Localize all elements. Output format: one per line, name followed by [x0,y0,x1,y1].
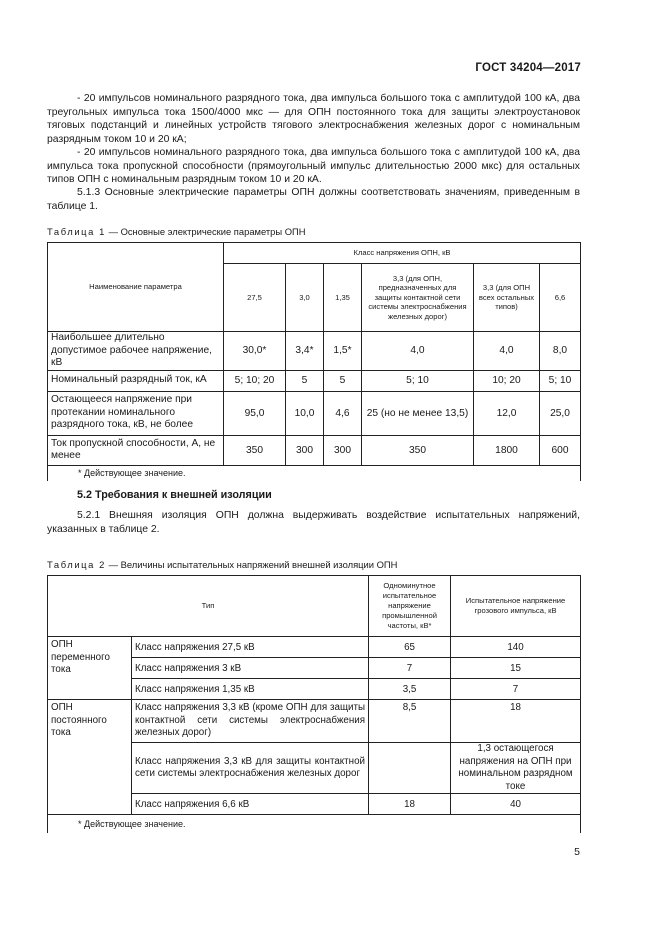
table-row: ОПН переменного тока Класс напряжения 27,5 кВ 65 140 [48,637,581,658]
ac-group-label: ОПН переменного тока [48,637,132,700]
table-row: Номинальный разрядный ток, кА 5; 10; 20 5 5 5; 10 10; 20 5; 10 [48,370,581,391]
col-1-35: 1,35 [324,264,362,332]
section-title: 5.2 Требования к внешней изоляции [77,489,272,501]
paragraph-impulses-other: - 20 импульсов номинального разрядного тока, два импульса большого тока с амплитудой 100 кА, два импульса тока пропускной способности (прямоугольный импульс длительностью 2000 мкс) для остальных типов ОПН с номинальным разрядным током 10 и 20 кА. [47,147,580,186]
table-row: ОПН постоянного тока Класс напряжения 3,3 кВ (кроме ОПН для защиты контактной сети системы электроснабжения железных дорог) 8,5 18 [48,700,581,743]
table1-caption: Таблица 1 — Основные электрические параметры ОПН [47,226,306,237]
col-lightning: Испытательное напряжение грозового импульса, кВ [451,576,581,637]
table-row: Класс напряжения 6,6 кВ 18 40 [48,794,581,815]
paragraph-impulses-dc: - 20 импульсов номинального разрядного тока, два импульса большого тока с амплитудой 100 кА, два треугольных импульса тока 1500/4000 мкс — для ОПН постоянного тока для защиты электроустановок тяговых подстанций и линейных устройств тягового электроснабжения железных дорог с номинальным разрядным током 10 и 20 кА; [47,93,580,145]
param-header: Наименование параметра [48,243,224,332]
col-6-6: 6,6 [540,264,581,332]
col-27-5: 27,5 [224,264,286,332]
table-row: Ток пропускной способности, А, не менее 350 300 300 350 1800 600 [48,435,581,465]
class-header: Класс напряжения ОПН, кВ [224,243,581,264]
type-header: Тип [48,576,369,637]
document-header: ГОСТ 34204—2017 [475,62,581,74]
paragraph-5-1-3: 5.1.3 Основные электрические параметры ОПН должны соответствовать значениям, приведенным в таблице 1. [47,187,580,212]
dc-group-label: ОПН постоянного тока [48,700,132,815]
paragraph-5-2-1: 5.2.1 Внешняя изоляция ОПН должна выдерживать воздействие испытательных напряжений, указанных в таблице 2. [47,510,580,535]
table-test-voltages [47,575,581,833]
col-3-0: 3,0 [286,264,324,332]
table-electrical-parameters [47,242,581,481]
page-number: 5 [574,846,580,858]
table1-footnote: * Действующее значение. [48,465,581,481]
table-row: Класс напряжения 3 кВ 7 15 [48,658,581,679]
table2-caption: Таблица 2 — Величины испытательных напряжений внешней изоляции ОПН [47,559,398,570]
table-row: Класс напряжения 1,35 кВ 3,5 7 [48,679,581,700]
col-3-3-other: 3,3 (для ОПН всех остальных типов) [474,264,540,332]
table-row: Класс напряжения 3,3 кВ для защиты контактной сети системы электроснабжения железных дорог 1,3 остающегося напряжения на ОПН при номинальном разрядном токе [48,743,581,794]
table-row: Наибольшее длительно допустимое рабочее напряжение, кВ 30,0* 3,4* 1,5* 4,0 4,0 8,0 [48,332,581,371]
col-one-minute: Одноминутное испытательное напряжение промышленной частоты, кВ* [369,576,451,637]
col-3-3-railway: 3,3 (для ОПН, предназначенных для защиты контактной сети системы электроснабжения железных дорог) [362,264,474,332]
table-row: Остающееся напряжение при протекании номинального разрядного тока, кВ, не более 95,0 10,0 4,6 25 (но не менее 13,5) 12,0 25,0 [48,391,581,435]
table2-footnote: * Действующее значение. [48,815,581,834]
